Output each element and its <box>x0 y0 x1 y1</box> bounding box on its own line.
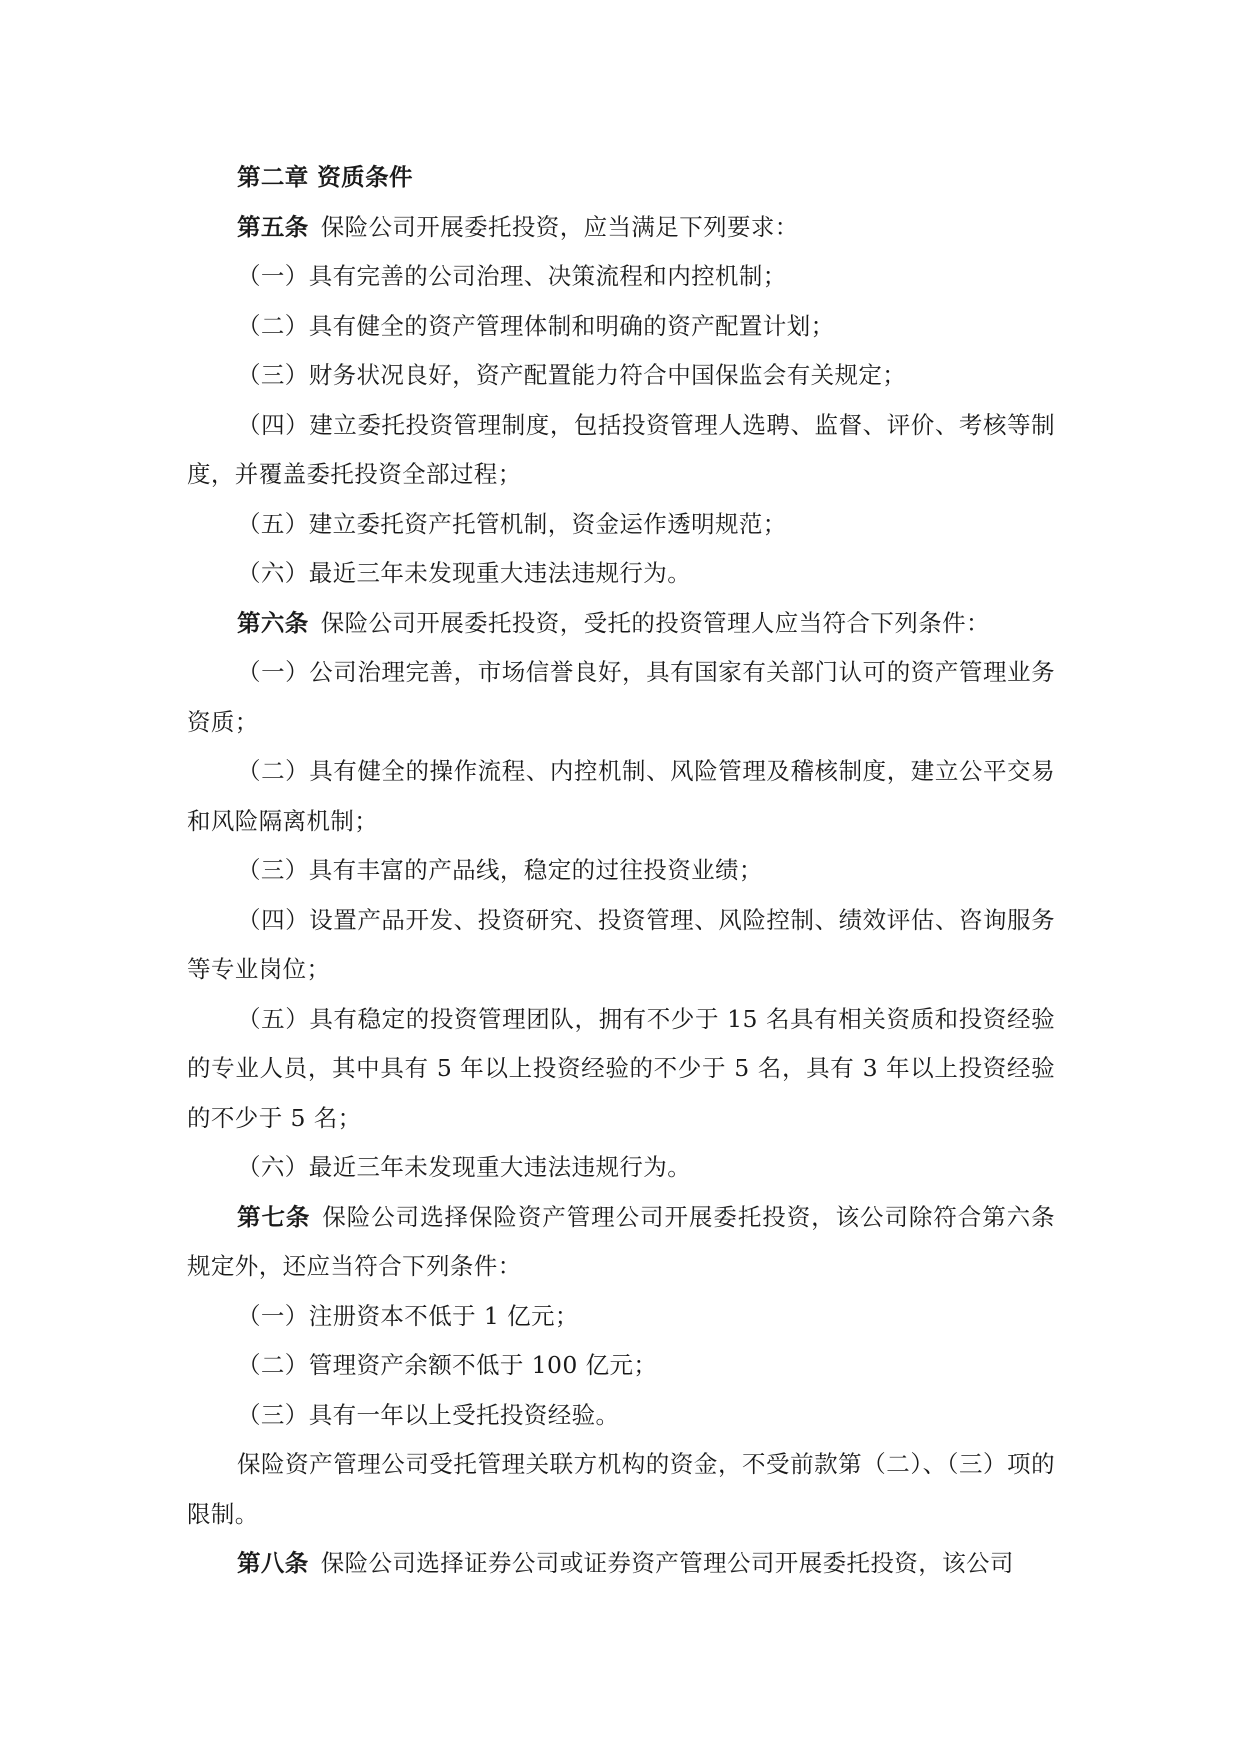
article-text: 保险公司开展委托投资，应当满足下列要求： <box>320 212 799 241</box>
list-item: （五）建立委托资产托管机制，资金运作透明规范； <box>237 509 787 538</box>
article-note: 保险资产管理公司受托管理关联方机构的资金，不受前款第（二）、（三）项的限制。 <box>187 1450 1055 1528</box>
article-text: 保险公司选择证券公司或证券资产管理公司开展委托投资，该公司 <box>320 1549 1014 1577</box>
list-item: （一）具有完善的公司治理、决策流程和内控机制； <box>237 262 787 290</box>
chapter-title: 第二章 资质条件 <box>237 163 413 191</box>
article-label: 第八条 <box>237 1549 309 1577</box>
document-page <box>187 153 1055 1589</box>
list-item: （三）财务状况良好，资产配置能力符合中国保监会有关规定； <box>237 361 907 389</box>
list-item: （六）最近三年未发现重大违法违规行为。 <box>237 1153 692 1181</box>
list-item: （三）具有一年以上受托投资经验。 <box>237 1400 620 1429</box>
article-label: 第七条 <box>237 1202 311 1231</box>
list-item: （一）公司治理完善，市场信誉良好，具有国家有关部门认可的资产管理业务资质； <box>187 658 1055 736</box>
list-item: （六）最近三年未发现重大违法违规行为。 <box>237 559 692 587</box>
article-6 <box>187 599 1055 649</box>
list-item: （四）设置产品开发、投资研究、投资管理、风险控制、绩效评估、咨询服务等专业岗位； <box>187 905 1055 983</box>
article-label: 第五条 <box>237 212 309 241</box>
list-item: （三）具有丰富的产品线，稳定的过往投资业绩； <box>237 856 763 884</box>
article-7 <box>187 1193 1055 1292</box>
list-item: （四）建立委托投资管理制度，包括投资管理人选聘、监督、评价、考核等制度，并覆盖委托投资全部过程； <box>187 410 1055 488</box>
list-item: （二）具有健全的操作流程、内控机制、风险管理及稽核制度，建立公平交易和风险隔离机制； <box>187 757 1055 835</box>
article-text: 保险公司选择保险资产管理公司开展委托投资，该公司除符合第六条规定外，还应当符合下列条件： <box>187 1202 1056 1280</box>
article-8 <box>187 1539 1055 1589</box>
article-label: 第六条 <box>237 608 309 637</box>
list-item: （二）具有健全的资产管理体制和明确的资产配置计划； <box>237 311 835 340</box>
article-5 <box>187 203 1055 253</box>
list-item: （一）注册资本不低于 1 亿元； <box>237 1301 579 1330</box>
list-item: （二）管理资产余额不低于 100 亿元； <box>237 1351 658 1379</box>
list-item: （五）具有稳定的投资管理团队，拥有不少于 15 名具有相关资质和投资经验的专业人员，其中具有 5 年以上投资经验的不少于 5 名，具有 3 年以上投资经验的不少于 5 名； <box>187 1004 1055 1132</box>
article-text: 保险公司开展委托投资，受托的投资管理人应当符合下列条件： <box>320 608 990 637</box>
